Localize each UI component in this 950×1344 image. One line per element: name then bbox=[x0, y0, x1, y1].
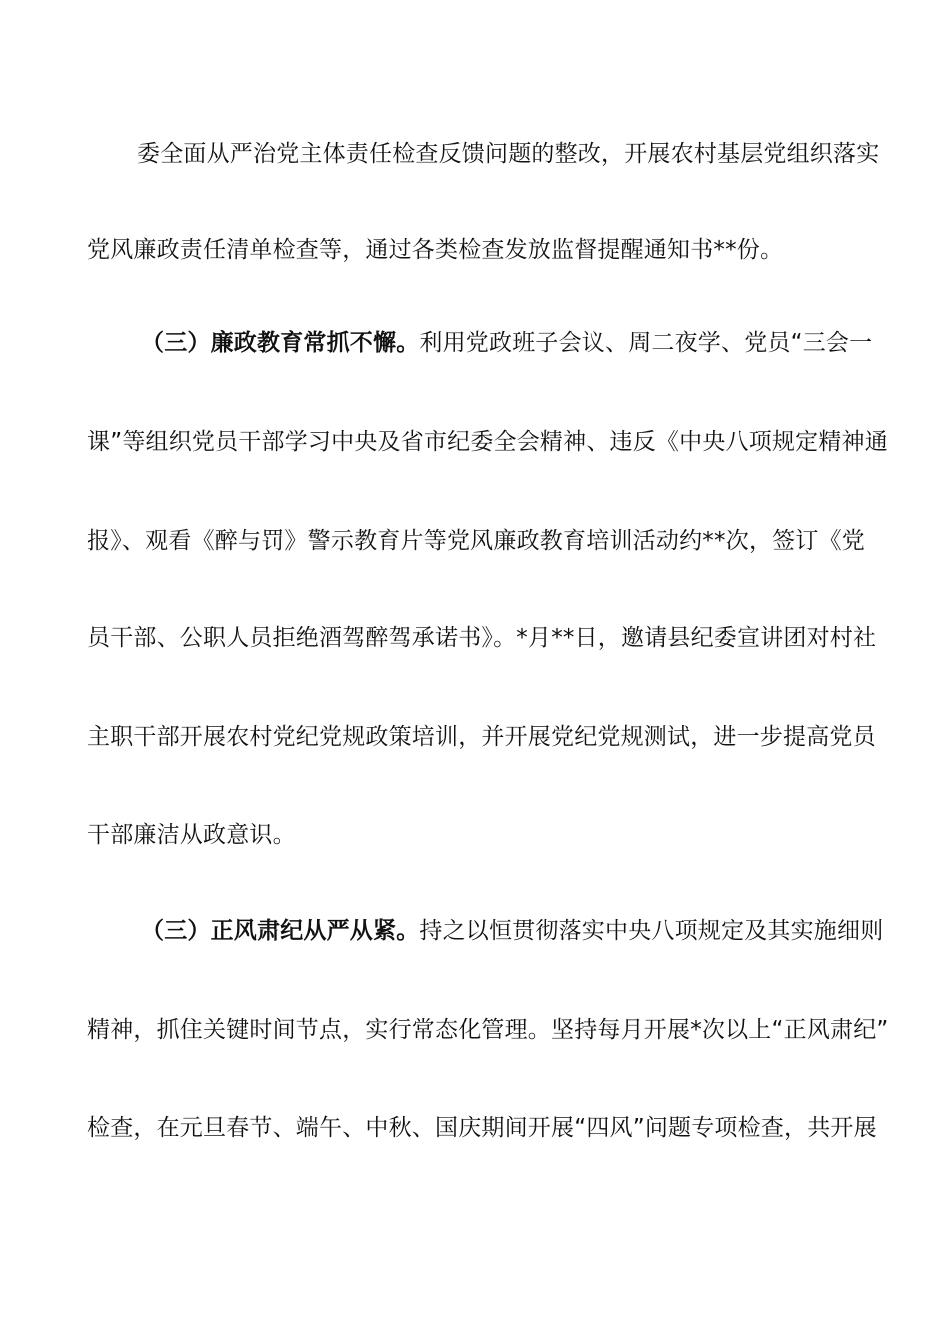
paragraph-line-7: 主职干部开展农村党纪党规政策培训，并开展党纪党规测试，进一步提高党员 bbox=[87, 724, 876, 750]
section-3b-first-line bbox=[141, 911, 884, 951]
section-3b-heading: （三）正风肃纪从严从紧。 bbox=[141, 918, 420, 944]
paragraph-line-1: 委全面从严治党主体责任检查反馈问题的整改，开展农村基层党组织落实 bbox=[137, 141, 880, 167]
paragraph-line-4: 课”等组织党员干部学习中央及省市纪委全会精神、违反《中央八项规定精神通 bbox=[87, 429, 888, 455]
section-3a-heading: （三）廉政教育常抓不懈。 bbox=[141, 330, 420, 356]
paragraph-line-5: 报》、观看《醉与罚》警示教育片等党风廉政教育培训活动约**次，签订《党 bbox=[87, 528, 865, 554]
paragraph-line-11: 检查，在元旦春节、端午、中秋、国庆期间开展“四风”问题专项检查，共开展 bbox=[87, 1115, 877, 1141]
paragraph-line-2: 党风廉政责任清单检查等，通过各类检查发放监督提醒通知书**份。 bbox=[87, 237, 784, 263]
paragraph-line-10: 精神，抓住关键时间节点，实行常态化管理。坚持每月开展*次以上“正风肃纪” bbox=[87, 1017, 889, 1043]
paragraph-line-8: 干部廉洁从政意识。 bbox=[87, 822, 296, 848]
section-3b-text: 持之以恒贯彻落实中央八项规定及其实施细则 bbox=[419, 918, 884, 944]
section-3a-text: 利用党政班子会议、周二夜学、党员“三会一 bbox=[419, 330, 873, 356]
section-3a-first-line bbox=[141, 323, 873, 363]
paragraph-line-6: 员干部、公职人员拒绝酒驾醉驾承诺书》。*月**日，邀请县纪委宣讲团对村社 bbox=[87, 625, 877, 651]
